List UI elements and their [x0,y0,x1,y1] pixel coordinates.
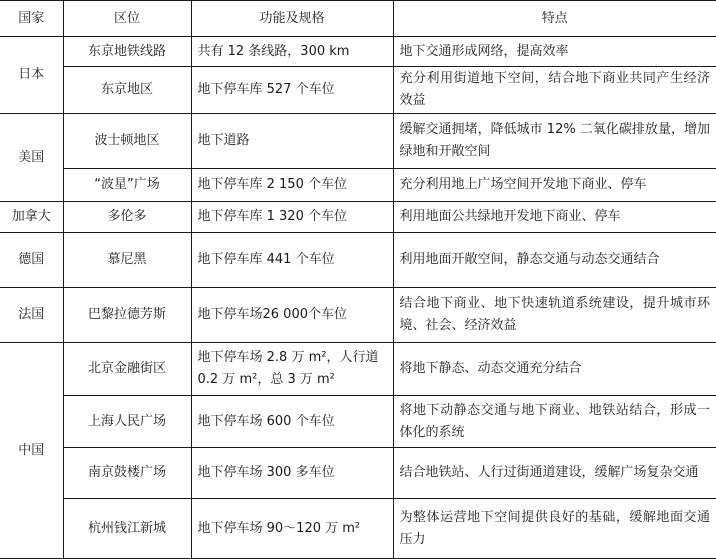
table-row [0,169,716,202]
feature-cell: 充分利用街道地下空间，结合地下商业共同产生经济效益 [393,67,716,114]
region-cell: “波星”广场 [63,169,191,202]
country-cell-france: 法国 [0,288,63,343]
function-cell: 地下停车库 1 320 个车位 [191,202,393,233]
feature-cell: 地下交通形成网络，提高效率 [393,37,716,67]
feature-cell: 充分利用地上广场空间开发地下商业、停车 [393,169,716,202]
function-cell: 共有 12 条线路，300 km [191,37,393,67]
feature-cell: 利用地面开敞空间，静态交通与动态交通结合 [393,233,716,288]
table-row [0,202,716,233]
feature-cell: 结合地铁站、人行过街通道建设，缓解广场复杂交通 [393,448,716,499]
region-cell: 上海人民广场 [63,396,191,448]
table-row [0,288,716,343]
table-row [0,396,716,448]
function-cell: 地下停车场 90～120 万 m² [191,499,393,559]
country-cell-usa: 美国 [0,114,63,202]
feature-cell: 缓解交通拥堵，降低城市 12% 二氧化碳排放量，增加绿地和开敞空间 [393,114,716,169]
country-cell-japan: 日本 [0,37,63,114]
region-cell: 东京地区 [63,67,191,114]
function-cell: 地下停车库 2 150 个车位 [191,169,393,202]
header-feature: 特点 [393,1,716,37]
table-row [0,343,716,396]
header-region: 区位 [63,1,191,37]
header-country: 国家 [0,1,63,37]
feature-cell: 利用地面公共绿地开发地下商业、停车 [393,202,716,233]
function-cell: 地下停车库 527 个车位 [191,67,393,114]
feature-cell: 结合地下商业、地下快速轨道系统建设，提升城市环境、社会、经济效益 [393,288,716,343]
region-cell: 东京地铁线路 [63,37,191,67]
table-row [0,448,716,499]
header-function: 功能及规格 [191,1,393,37]
region-cell: 巴黎拉德芳斯 [63,288,191,343]
header-row [0,1,716,37]
feature-cell: 为整体运营地下空间提供良好的基础，缓解地面交通压力 [393,499,716,559]
region-cell: 多伦多 [63,202,191,233]
table-row [0,499,716,559]
function-cell: 地下停车场26 000个车位 [191,288,393,343]
feature-cell: 将地下静态、动态交通充分结合 [393,343,716,396]
function-cell: 地下停车库 441 个车位 [191,233,393,288]
function-cell: 地下停车场 2.8 万 m²，人行道 0.2 万 m²，总 3 万 m² [191,343,393,396]
region-cell: 北京金融街区 [63,343,191,396]
country-cell-china: 中国 [0,343,63,559]
country-cell-canada: 加拿大 [0,202,63,233]
feature-cell: 将地下动静态交通与地下商业、地铁站结合，形成一体化的系统 [393,396,716,448]
region-cell: 南京鼓楼广场 [63,448,191,499]
region-cell: 杭州钱江新城 [63,499,191,559]
function-cell: 地下停车场 600 个车位 [191,396,393,448]
region-cell: 波士顿地区 [63,114,191,169]
table-row [0,114,716,169]
country-cell-germany: 德国 [0,233,63,288]
function-cell: 地下停车场 300 多车位 [191,448,393,499]
region-cell: 慕尼黑 [63,233,191,288]
table-row [0,37,716,67]
function-cell: 地下道路 [191,114,393,169]
table-row [0,233,716,288]
table-row [0,67,716,114]
